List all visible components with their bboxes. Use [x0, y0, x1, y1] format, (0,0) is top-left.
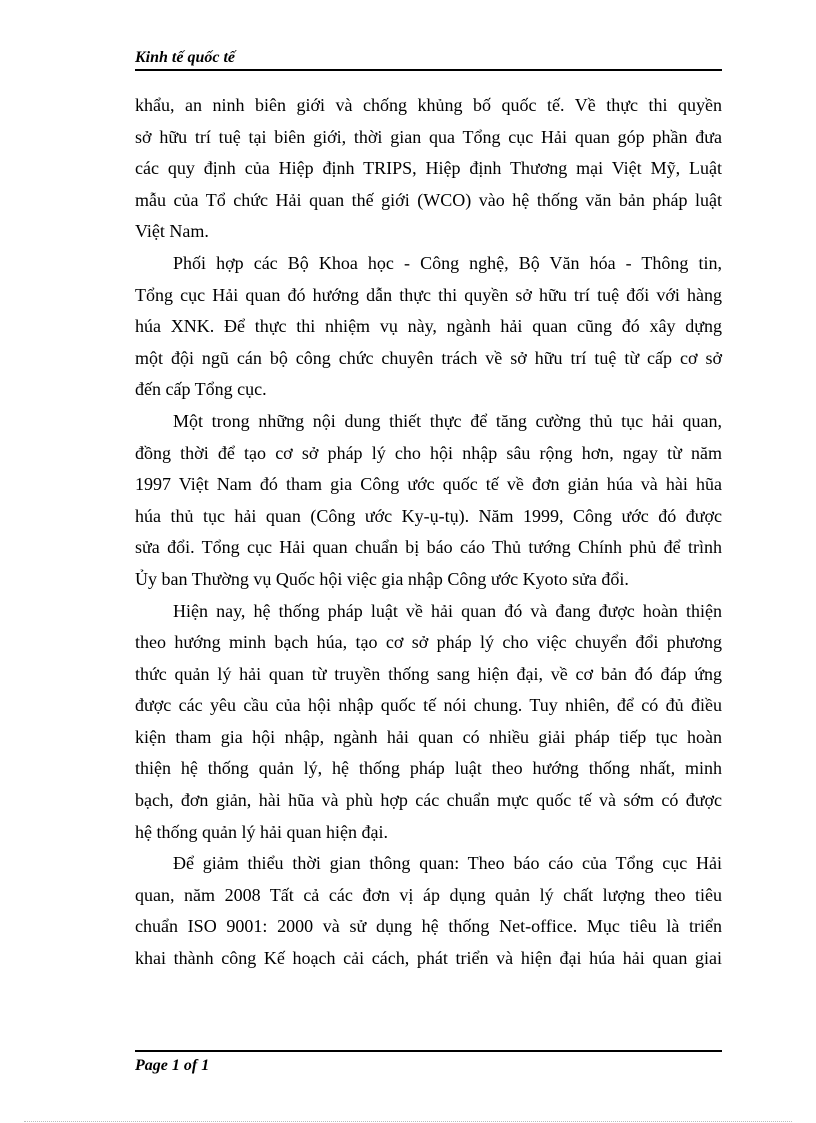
text-line: được các yêu cầu của hội nhập quốc tế nói chung. Tuy nhiên, để có đủ điều — [135, 695, 722, 716]
text-line: một đội ngũ cán bộ công chức chuyên trách về sở hữu trí tuệ từ cấp cơ sở — [135, 347, 722, 368]
text-line: Việt Nam. — [135, 221, 209, 242]
text-line: đồng thời để tạo cơ sở pháp lý cho hội nhập sâu rộng hơn, ngay từ năm — [135, 442, 722, 463]
page-bottom-border — [24, 1121, 792, 1122]
header-title: Kinh tế quốc tế — [135, 49, 236, 66]
page-number: Page 1 of 1 — [135, 1057, 210, 1074]
text-line: Hiện nay, hệ thống pháp luật về hải quan đó và đang được hoàn thiện — [173, 600, 722, 621]
text-line: mẫu của Tổ chức Hải quan thế giới (WCO) vào hệ thống văn bản pháp luật — [135, 189, 722, 210]
paragraph-2 — [135, 248, 722, 406]
text-line: Ủy ban Thường vụ Quốc hội việc gia nhập Công ước Kyoto sửa đổi. — [135, 568, 629, 589]
text-line: húa thủ tục hải quan (Công ước Ky-ụ-tụ). Năm 1999, Công ước đó được — [135, 505, 722, 526]
paragraph-3 — [135, 406, 722, 596]
text-line: 1997 Việt Nam đó tham gia Công ước quốc tế về đơn giản húa và hài hũa — [135, 474, 722, 495]
text-line: sở hữu trí tuệ tại biên giới, thời gian qua Tổng cục Hải quan góp phần đưa — [135, 126, 722, 147]
text-line: thiện hệ thống quản lý, hệ thống pháp luật theo hướng thống nhất, minh — [135, 758, 722, 779]
text-line: khai thành công Kế hoạch cải cách, phát triển và hiện đại húa hải quan giai — [135, 948, 722, 969]
text-line: thức quản lý hải quan từ truyền thống sang hiện đại, về cơ bản đó đáp ứng — [135, 663, 722, 684]
text-line: các quy định của Hiệp định TRIPS, Hiệp định Thương mại Việt Mỹ, Luật — [135, 158, 722, 179]
text-line: sửa đổi. Tổng cục Hải quan chuẩn bị báo cáo Thủ tướng Chính phủ để trình — [135, 537, 722, 558]
text-line: đến cấp Tổng cục. — [135, 379, 267, 400]
text-line: húa XNK. Để thực thi nhiệm vụ này, ngành hải quan cũng đó xây dựng — [135, 316, 722, 337]
paragraph-4 — [135, 596, 722, 849]
text-line: theo hướng minh bạch húa, tạo cơ sở pháp lý cho việc chuyển đổi phương — [135, 632, 722, 653]
paragraph-5 — [135, 848, 722, 974]
text-line: khẩu, an ninh biên giới và chống khủng bố quốc tế. Về thực thi quyền — [135, 95, 722, 115]
text-line: bạch, đơn giản, hài hũa và phù hợp các chuẩn mực quốc tế và sớm có được — [135, 790, 722, 811]
text-line: Để giảm thiểu thời gian thông quan: Theo báo cáo của Tổng cục Hải — [173, 853, 722, 874]
text-line: Một trong những nội dung thiết thực để tăng cường thủ tục hải quan, — [173, 410, 722, 431]
text-line: quan, năm 2008 Tất cả các đơn vị áp dụng quản lý chất lượng theo tiêu — [135, 884, 722, 905]
header-divider — [135, 69, 722, 71]
text-line: kiện tham gia hội nhập, ngành hải quan có nhiều giải pháp tiếp tục hoàn — [135, 726, 722, 747]
text-line: Tổng cục Hải quan đó hướng dẫn thực thi quyền sở hữu trí tuệ đối với hàng — [135, 284, 722, 305]
paragraph-1 — [135, 90, 722, 248]
text-line: Phối hợp các Bộ Khoa học - Công nghệ, Bộ Văn hóa - Thông tin, — [173, 252, 722, 273]
footer-divider — [135, 1050, 722, 1052]
text-line: chuẩn ISO 9001: 2000 và sử dụng hệ thống Net-office. Mục tiêu là triển — [135, 916, 722, 937]
text-line: hệ thống quản lý hải quan hiện đại. — [135, 821, 388, 842]
document-body — [135, 90, 722, 975]
